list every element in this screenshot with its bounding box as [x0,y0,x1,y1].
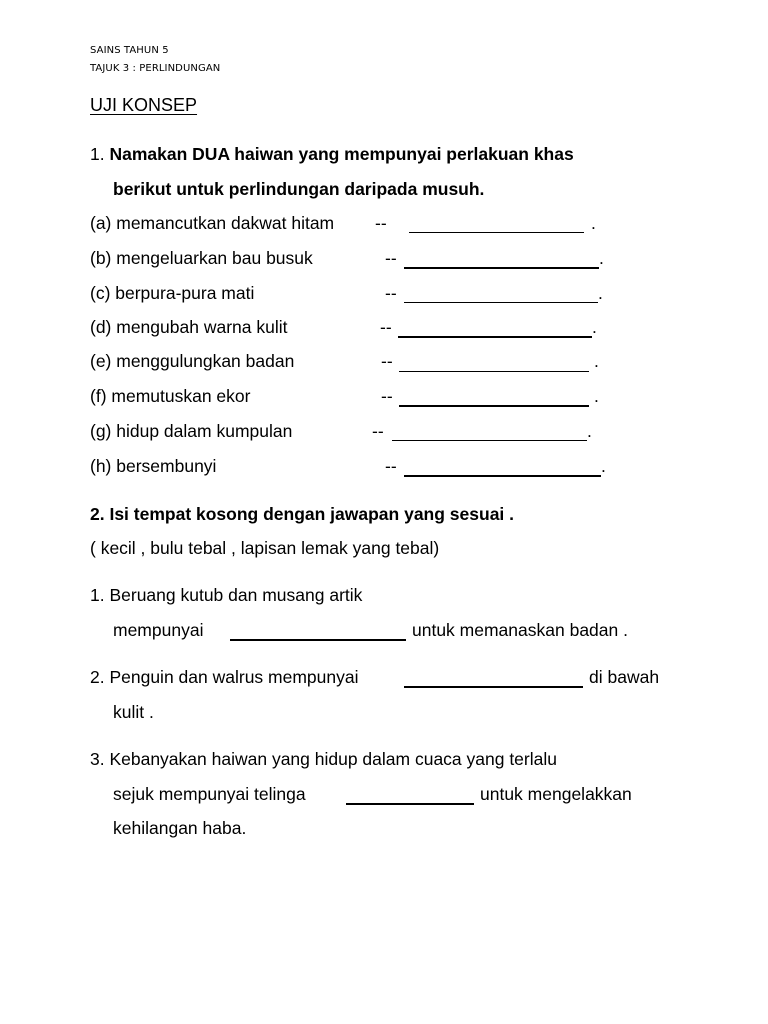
q2-item3-line3: kehilangan haba. [113,818,247,838]
q1-item-g-answer-blank[interactable] [392,440,587,441]
q1-prompt-text: Namakan DUA haiwan yang mempunyai perlakuan khas [109,144,574,164]
q1-item-f-answer-blank[interactable] [399,405,589,407]
q2-item2-line1-after: di bawah [589,667,660,687]
q1-item-b-answer-blank[interactable] [404,267,599,269]
q1-item-e-answer-blank[interactable] [399,371,589,372]
q2-item3-line2-after: untuk mengelakkan [480,784,632,804]
q1-item-e-separator: -- [381,351,393,371]
q1-item-d-end: . [592,317,597,337]
q2-item3-line1: 3. Kebanyakan haiwan yang hidup dalam cuaca yang terlalu [90,749,557,769]
q1-item-f-label: (f) memutuskan ekor [90,386,251,406]
q2-options: ( kecil , bulu tebal , lapisan lemak yang tebal) [90,538,440,558]
q1-item-h-separator: -- [385,456,397,476]
q1-item-e-label: (e) menggulungkan badan [90,351,295,371]
q1-item-a-separator: -- [375,213,387,233]
q1-item-g-label: (g) hidup dalam kumpulan [90,421,293,441]
q1-item-b-separator: -- [385,248,397,268]
q2-item3-line2-before: sejuk mempunyai telinga [113,784,306,804]
q1-item-h-answer-blank[interactable] [404,475,601,477]
q1-prompt-line2: berikut untuk perlindungan daripada musuh. [113,179,485,199]
q2-item2-answer-blank[interactable] [404,686,583,688]
q1-item-d-answer-blank[interactable] [398,336,592,338]
q1-item-g-separator: -- [372,421,384,441]
q1-item-b-end: . [599,248,604,268]
q1-item-b-label: (b) mengeluarkan bau busuk [90,248,313,268]
q1-item-e-end: . [594,351,599,371]
q1-item-c-end: . [598,283,603,303]
q2-item2-line1-before: 2. Penguin dan walrus mempunyai [90,667,359,687]
q1-item-d-label: (d) mengubah warna kulit [90,317,288,337]
q1-item-c-separator: -- [385,283,397,303]
subject-header: SAINS TAHUN 5 [90,45,169,56]
q2-item1-line2-before: mempunyai [113,620,204,640]
q1-item-c-answer-blank[interactable] [404,302,598,303]
q1-prompt-line1 [90,144,574,165]
q1-item-f-end: . [594,386,599,406]
q2-heading: 2. Isi tempat kosong dengan jawapan yang sesuai . [90,504,515,524]
q2-item1-line2-after: untuk memanaskan badan . [412,620,628,640]
q1-item-g-end: . [587,421,592,441]
q2-item1-answer-blank[interactable] [230,639,406,641]
q2-item1-line1: 1. Beruang kutub dan musang artik [90,585,363,605]
q1-item-d-separator: -- [380,317,392,337]
q1-item-c-label: (c) berpura-pura mati [90,283,255,303]
q1-number: 1. [90,144,105,164]
q1-item-a-label: (a) memancutkan dakwat hitam [90,213,335,233]
q1-item-h-end: . [601,456,606,476]
page-title: UJI KONSEP [90,95,198,115]
q1-item-a-end: . [591,213,596,233]
q2-item2-line2: kulit . [113,702,154,722]
q2-item3-answer-blank[interactable] [346,803,474,805]
topic-header: TAJUK 3 : PERLINDUNGAN [90,63,221,74]
q1-item-a-answer-blank[interactable] [409,232,584,233]
q1-item-h-label: (h) bersembunyi [90,456,217,476]
q1-item-f-separator: -- [381,386,393,406]
